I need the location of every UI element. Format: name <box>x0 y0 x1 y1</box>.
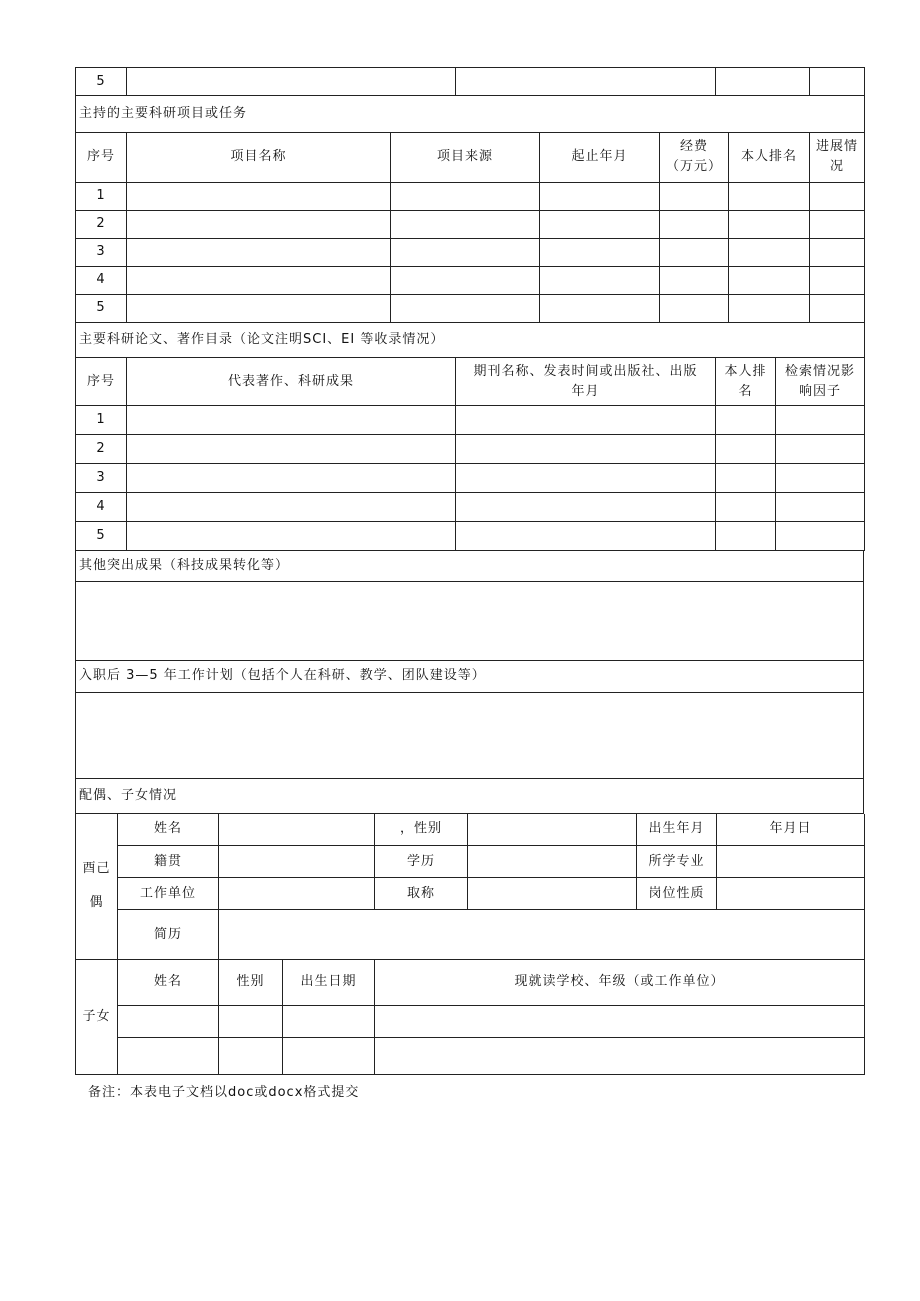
previous-table-tail <box>75 67 865 96</box>
cell[interactable] <box>729 238 810 266</box>
cell[interactable] <box>540 210 660 238</box>
cell[interactable] <box>456 464 716 493</box>
cell[interactable] <box>716 406 776 435</box>
cell[interactable] <box>810 210 865 238</box>
row-index: 5 <box>76 68 127 96</box>
cell[interactable] <box>456 406 716 435</box>
achievements-section-title: 其他突出成果（科技成果转化等） <box>76 551 864 581</box>
footnote: 备注：本表电子文档以doc或docx格式提交 <box>88 1085 360 1100</box>
cell[interactable] <box>660 294 729 322</box>
table-row <box>76 266 865 294</box>
cell[interactable] <box>776 406 865 435</box>
spouse-post-field[interactable] <box>717 878 865 910</box>
spouse-education-field[interactable] <box>468 846 637 878</box>
cell[interactable] <box>127 210 391 238</box>
cell[interactable] <box>375 1037 865 1074</box>
cell[interactable] <box>729 294 810 322</box>
header-funding: 经费 （万元） <box>660 132 729 182</box>
application-form <box>75 67 864 1075</box>
row-index: 1 <box>76 406 127 435</box>
spouse-group-label: 酉己 偶 <box>76 814 118 960</box>
cell[interactable] <box>540 266 660 294</box>
spouse-work-label: 工作单位 <box>118 878 219 910</box>
cell[interactable] <box>127 68 456 96</box>
row-index: 2 <box>76 210 127 238</box>
cell[interactable] <box>716 522 776 551</box>
row-index: 3 <box>76 238 127 266</box>
cell[interactable] <box>219 1037 283 1074</box>
children-table <box>75 960 865 1075</box>
cell[interactable] <box>456 522 716 551</box>
achievements-input[interactable] <box>76 581 864 660</box>
table-row <box>76 238 865 266</box>
projects-section-title: 主持的主要科研项目或任务 <box>76 96 865 132</box>
projects-header-row <box>76 132 865 182</box>
table-row <box>76 210 865 238</box>
spouse-post-label: 岗位性质 <box>637 878 717 910</box>
cell[interactable] <box>456 68 716 96</box>
header-rank: 本人排名 <box>729 132 810 182</box>
cell[interactable] <box>127 238 391 266</box>
cell[interactable] <box>540 238 660 266</box>
cell[interactable] <box>391 238 540 266</box>
header-works: 代表著作、科研成果 <box>127 358 456 406</box>
cell[interactable] <box>127 464 456 493</box>
cell[interactable] <box>660 210 729 238</box>
row-index: 5 <box>76 522 127 551</box>
spouse-name-field[interactable] <box>219 814 375 846</box>
header-journal: 期刊名称、发表时间或出版社、出版 年月 <box>456 358 716 406</box>
plan-input[interactable] <box>76 692 864 778</box>
table-row <box>76 493 865 522</box>
row-index: 4 <box>76 493 127 522</box>
cell[interactable] <box>540 294 660 322</box>
cell[interactable] <box>127 266 391 294</box>
table-row <box>76 435 865 464</box>
table-row <box>76 406 865 435</box>
cell[interactable] <box>375 1005 865 1037</box>
cell[interactable] <box>810 266 865 294</box>
cell[interactable] <box>729 182 810 210</box>
row-index: 1 <box>76 182 127 210</box>
child-birth-label: 出生日期 <box>283 960 375 1005</box>
table-row <box>76 294 865 322</box>
table-row <box>76 464 865 493</box>
cell[interactable] <box>716 493 776 522</box>
cell[interactable] <box>127 493 456 522</box>
cell[interactable] <box>391 210 540 238</box>
cell[interactable] <box>776 435 865 464</box>
children-group-label: 子女 <box>76 960 118 1074</box>
cell[interactable] <box>391 294 540 322</box>
achievements-table <box>75 551 864 814</box>
spouse-gender-field[interactable] <box>468 814 637 846</box>
cell[interactable] <box>118 1037 219 1074</box>
row-index: 2 <box>76 435 127 464</box>
child-gender-label: 性别 <box>219 960 283 1005</box>
table-row <box>76 1037 865 1074</box>
spouse-major-label: 所学专业 <box>637 846 717 878</box>
plan-section-title: 入职后 3—5 年工作计划（包括个人在科研、教学、团队建设等） <box>76 660 864 692</box>
cell[interactable] <box>127 182 391 210</box>
cell[interactable] <box>660 238 729 266</box>
cell[interactable] <box>127 522 456 551</box>
cell[interactable] <box>456 493 716 522</box>
header-project-source: 项目来源 <box>391 132 540 182</box>
child-school-label: 现就读学校、年级（或工作单位） <box>375 960 865 1005</box>
cell[interactable] <box>219 1005 283 1037</box>
spouse-name-label: 姓名 <box>118 814 219 846</box>
table-row <box>76 522 865 551</box>
spouse-work-field[interactable] <box>219 878 375 910</box>
header-index: 序号 <box>76 358 127 406</box>
cell[interactable] <box>810 68 865 96</box>
papers-table <box>75 323 865 552</box>
header-progress: 进展情 况 <box>810 132 865 182</box>
cell[interactable] <box>716 435 776 464</box>
cell[interactable] <box>729 210 810 238</box>
spouse-resume-field[interactable] <box>219 910 865 960</box>
row-index: 4 <box>76 266 127 294</box>
row-index: 3 <box>76 464 127 493</box>
spouse-native-label: 籍贯 <box>118 846 219 878</box>
spouse-title-label: 取称 <box>375 878 468 910</box>
header-index: 序号 <box>76 132 127 182</box>
header-project-name: 项目名称 <box>127 132 391 182</box>
spouse-resume-label: 简历 <box>118 910 219 960</box>
cell[interactable] <box>810 238 865 266</box>
cell[interactable] <box>776 522 865 551</box>
spouse-education-label: 学历 <box>375 846 468 878</box>
cell[interactable] <box>127 406 456 435</box>
cell[interactable] <box>810 294 865 322</box>
cell[interactable] <box>118 1005 219 1037</box>
cell[interactable] <box>391 182 540 210</box>
projects-table <box>75 96 865 323</box>
header-impact: 检索情况影 响因子 <box>776 358 865 406</box>
table-row <box>76 68 865 96</box>
spouse-gender-label: ，性别 <box>375 814 468 846</box>
table-row <box>76 182 865 210</box>
papers-header-row <box>76 358 865 406</box>
header-period: 起止年月 <box>540 132 660 182</box>
cell[interactable] <box>391 266 540 294</box>
spouse-birth-field[interactable]: 年月日 <box>717 814 865 846</box>
cell[interactable] <box>127 435 456 464</box>
table-row <box>76 1005 865 1037</box>
cell[interactable] <box>660 182 729 210</box>
cell[interactable] <box>540 182 660 210</box>
papers-section-title: 主要科研论文、著作目录（论文注明SCI、EI 等收录情况） <box>76 323 865 358</box>
cell[interactable] <box>127 294 391 322</box>
cell[interactable] <box>660 266 729 294</box>
cell[interactable] <box>716 464 776 493</box>
cell[interactable] <box>776 464 865 493</box>
cell[interactable] <box>283 1037 375 1074</box>
spouse-major-field[interactable] <box>717 846 865 878</box>
spouse-table <box>75 814 865 961</box>
cell[interactable] <box>810 182 865 210</box>
family-section-title: 配偶、子女情况 <box>76 778 864 813</box>
cell[interactable] <box>776 493 865 522</box>
cell[interactable] <box>456 435 716 464</box>
cell[interactable] <box>716 68 810 96</box>
child-name-label: 姓名 <box>118 960 219 1005</box>
header-rank: 本人排 名 <box>716 358 776 406</box>
spouse-title-field[interactable] <box>468 878 637 910</box>
spouse-birth-label: 出生年月 <box>637 814 717 846</box>
cell[interactable] <box>283 1005 375 1037</box>
spouse-native-field[interactable] <box>219 846 375 878</box>
cell[interactable] <box>729 266 810 294</box>
row-index: 5 <box>76 294 127 322</box>
